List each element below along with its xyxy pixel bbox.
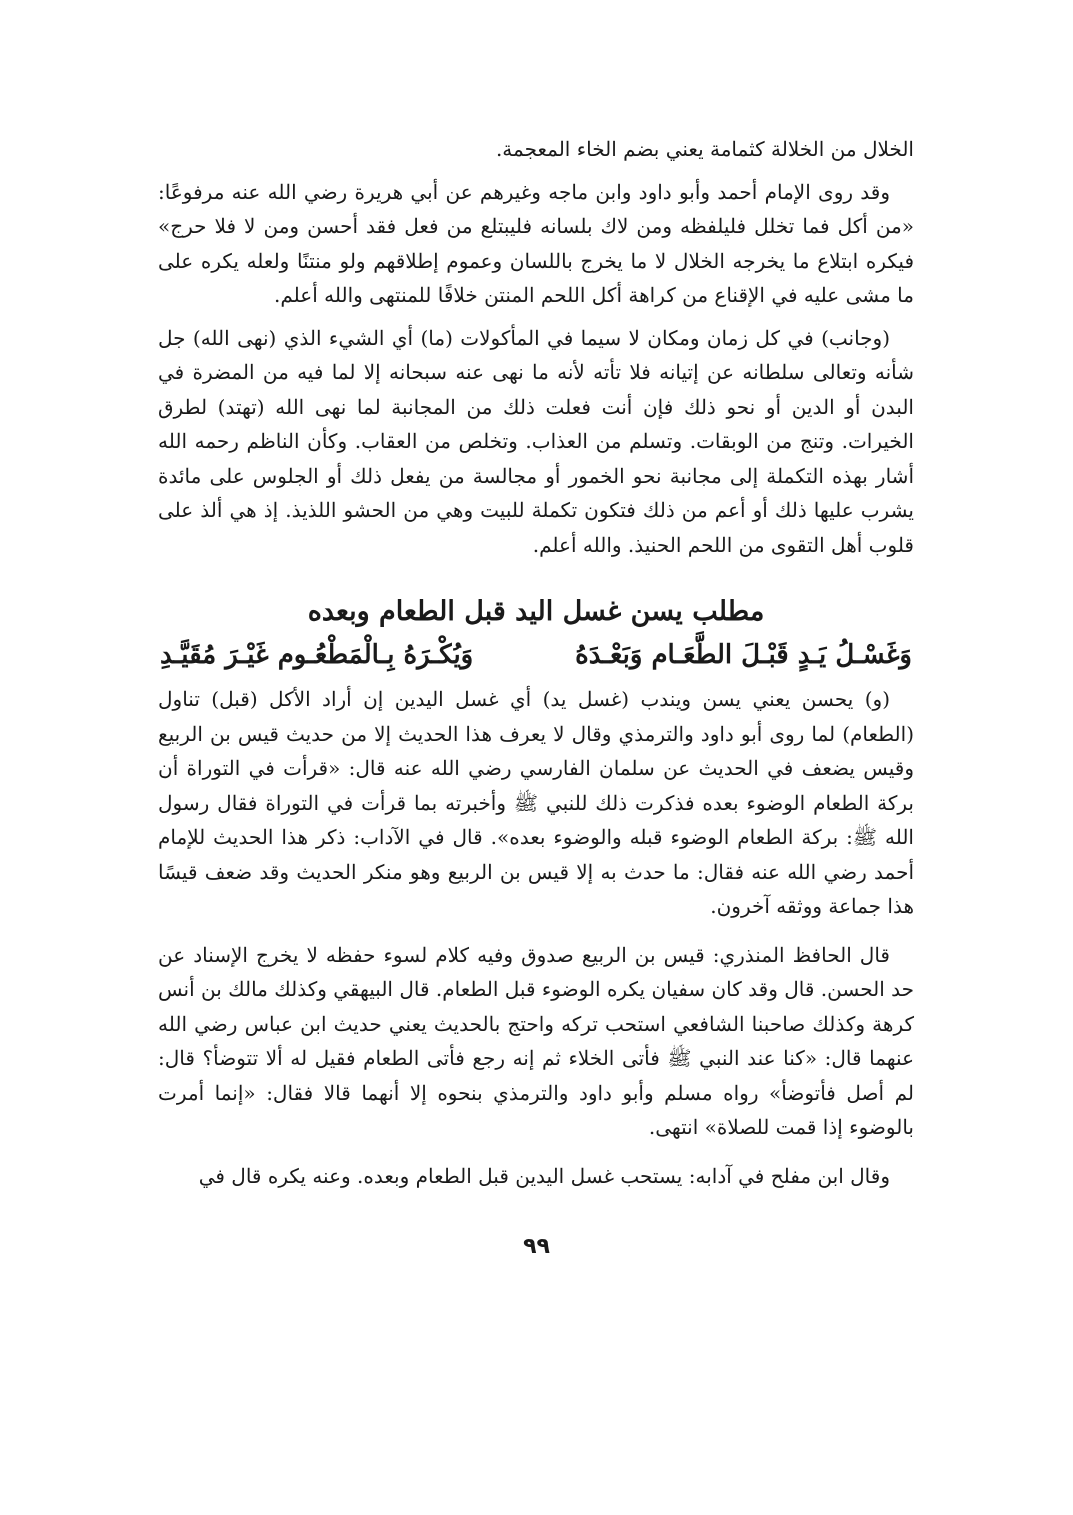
verse-first-hemistich: وَغَسْـلُ يَـدٍ قَبْـلَ الطَّعَـام وَبَعْـدَهُ (575, 640, 912, 670)
paragraph-1: الخلال من الخلالة كثمامة يعني بضم الخاء المعجمة. (495, 137, 914, 161)
poem-verse (158, 634, 914, 676)
paragraph-5: قال الحافظ المنذري: قيس بن الربيع صدوق وفيه كلام لسوء حفظه لا يخرج الإسناد عن حد الحسن. قال وقد كان سفيان يكره الوضوء قبل الطعام. قال البيهقي وكذلك مالك بن أنس كرهة وكذلك صاحبنا الشافعي استحب تركه واحتج بالحديث يعني حديث ابن عباس رضي الله عنهما قال: «كنا عند النبي ﷺ فأتى الخلاء ثم إنه رجع فأتى الطعام فقيل له ألا تتوضأ؟ قال: لم أصل فأتوضأ» رواه مسلم وأبو داود والترمذي بنحوه إلا أنهما قالا فقال: «إنما أمرت بالوضوء إذا قمت للصلاة» انتهى. (158, 942, 914, 1139)
paragraph-6: وقال ابن مفلح في آدابه: يستحب غسل اليدين قبل الطعام وبعده. وعنه يكره قال في (198, 1163, 890, 1188)
page-body (158, 132, 914, 1193)
paragraph-2: وقد روى الإمام أحمد وأبو داود وابن ماجه وغيرهم عن أبي هريرة رضي الله عنه مرفوعًا: «من أكل فما تخلل فليلفظه ومن لاك بلسانه فليبتلع من فعل فقد أحسن ومن لا فلا حرج» فيكره ابتلاع ما يخرجه الخلال لا ما يخرج باللسان وعموم إطلاقهم ولو منتنًا ولعله يكره على ما مشى عليه في الإقناع من كراهة أكل اللحم المنتن خلافًا للمنتهى والله أعلم. (158, 179, 914, 307)
verse-second-hemistich: وَيُكْـرَهُ بِـالْمَطْعُـوم غَيْـرَ مُقَيَّـدِ (160, 640, 474, 670)
paragraph-4: (و) يحسن يعني يسن ويندب (غسل يد) أي غسل اليدين إن أراد الأكل (قبل) تناول (الطعام) لما روى أبو داود والترمذي وقال لا يعرف هذا الحديث إلا من حديث قيس بن الربيع وقيس يضعف في الحديث عن سلمان الفارسي رضي الله عنه قال: «قرأت في التوراة أن بركة الطعام الوضوء بعده فذكرت ذلك للنبي ﷺ وأخبرته بما قرأت في التوراة فقال رسول الله ﷺ: بركة الطعام الوضوء قبله والوضوء بعده». قال في الآداب: ذكر هذا الحديث للإمام أحمد رضي الله عنه فقال: ما حدث به إلا قيس بن الربيع وهو منكر الحديث وقد ضعف قيسًا هذا جماعة ووثقه آخرون. (158, 687, 914, 918)
page-number: ٩٩ (523, 1234, 550, 1259)
section-heading: مطلب يسن غسل اليد قبل الطعام وبعده (307, 596, 765, 627)
paragraph-3: (وجانب) في كل زمان ومكان لا سيما في المأكولات (ما) أي الشيء الذي (نهى الله) جل شأنه وتعالى سلطانه عن إتيانه فلا تأته لأنه ما نهى عنه سبحانه إلا لما فيه من المضرة في البدن أو الدين أو نحو ذلك فإن أنت فعلت ذلك من المجانبة لما نهى الله (تهتد) لطرق الخيرات. وتنج من الوبقات. وتسلم من العذاب. وتخلص من العقاب. وكأن الناظم رحمه الله أشار بهذه التكملة إلى مجانبة نحو الخمور أو مجالسة من يفعل ذلك أو الجلوس على مائدة يشرب عليها ذلك أو أعم من ذلك فتكون تكملة للبيت وهي من الحشو اللذيذ. إذ هي ألذ على قلوب أهل التقوى من اللحم الحنيذ. والله أعلم. (158, 325, 914, 557)
